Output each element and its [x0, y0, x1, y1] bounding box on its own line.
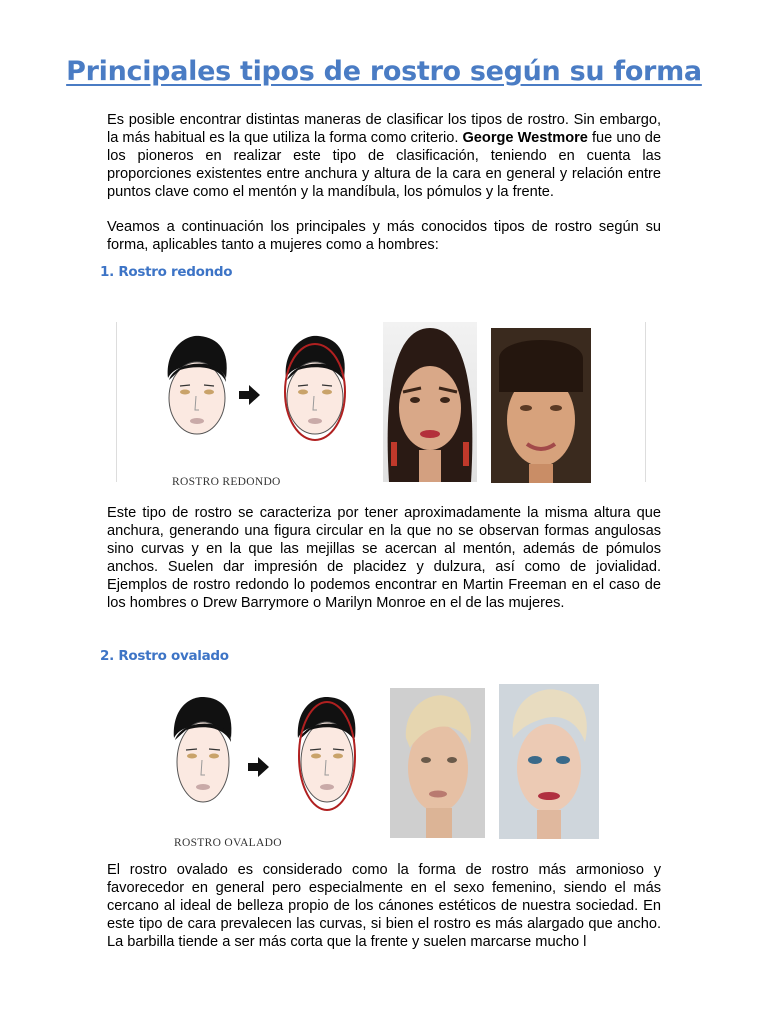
section-body-redondo: Este tipo de rostro se caracteriza por tener aproximadamente la misma altura que anchura, generando una figura circular en la que no se observan formas angulosas sino curvas y en la que las mejillas se acercan al mentón, además de pómulos anchos. Suelen dar impresión de placidez y dulzura, así como de jovialidad. Ejemplos de rostro redondo lo podemos encontrar en Martin Freeman en el caso de los hombres o Drew Barrymore o Marilyn Monroe en el de las mujeres.	[107, 505, 661, 611]
round-face-sketch	[160, 330, 235, 465]
section-body-ovalado: El rostro ovalado es considerado como la forma de rostro más armonioso y favorecedor en general pero especialmente en el sexo femenino, siendo el más cercano al ideal de belleza propio de los cánones estéticos de nuestra sociedad. En este tipo de cara prevalecen las curvas, si bien el rostro es más alargado que ancho. La barbilla tiende a ser más corta que la frente y suelen marcarse mucho l	[107, 862, 661, 950]
example-photo-round-2	[491, 328, 591, 483]
figure-redondo	[116, 322, 646, 494]
intro-text-end: fue uno de los pioneros en realizar este tipo de clasificación, teniendo en cuenta las proporciones existentes entre anchura y altura de la cara en general y relación entre puntos clave como el mentón y la mandíbula, los pómulos y la frente.	[107, 129, 661, 200]
example-photo-oval-2	[499, 684, 599, 839]
caption-redondo: ROSTRO REDONDO	[172, 476, 281, 488]
caption-ovalado: ROSTRO OVALADO	[174, 837, 282, 849]
section-heading-redondo: 1. Rostro redondo	[100, 264, 233, 280]
intro-bold-name: George Westmore	[462, 129, 588, 146]
arrow-right-icon	[248, 756, 270, 778]
page-title: Principales tipos de rostro según su forma	[66, 56, 702, 87]
intro-paragraph-2: Veamos a continuación los principales y más conocidos tipos de rostro según su forma, aplicables tanto a mujeres como a hombres:	[107, 219, 661, 253]
round-face-outlined-sketch	[278, 330, 353, 465]
example-photo-round-1	[383, 322, 477, 482]
figure-ovalado	[160, 684, 600, 854]
example-photo-oval-1	[390, 688, 485, 838]
oval-face-sketch	[168, 692, 238, 827]
oval-face-outlined-sketch	[292, 692, 362, 827]
section-heading-ovalado: 2. Rostro ovalado	[100, 648, 229, 664]
arrow-right-icon	[239, 384, 261, 406]
intro-text-start: Es posible encontrar distintas maneras de clasificar los tipos de rostro. Sin embargo, la más habitual es la que utiliza la forma como criterio.	[107, 112, 661, 146]
intro-paragraph-1	[107, 112, 661, 202]
